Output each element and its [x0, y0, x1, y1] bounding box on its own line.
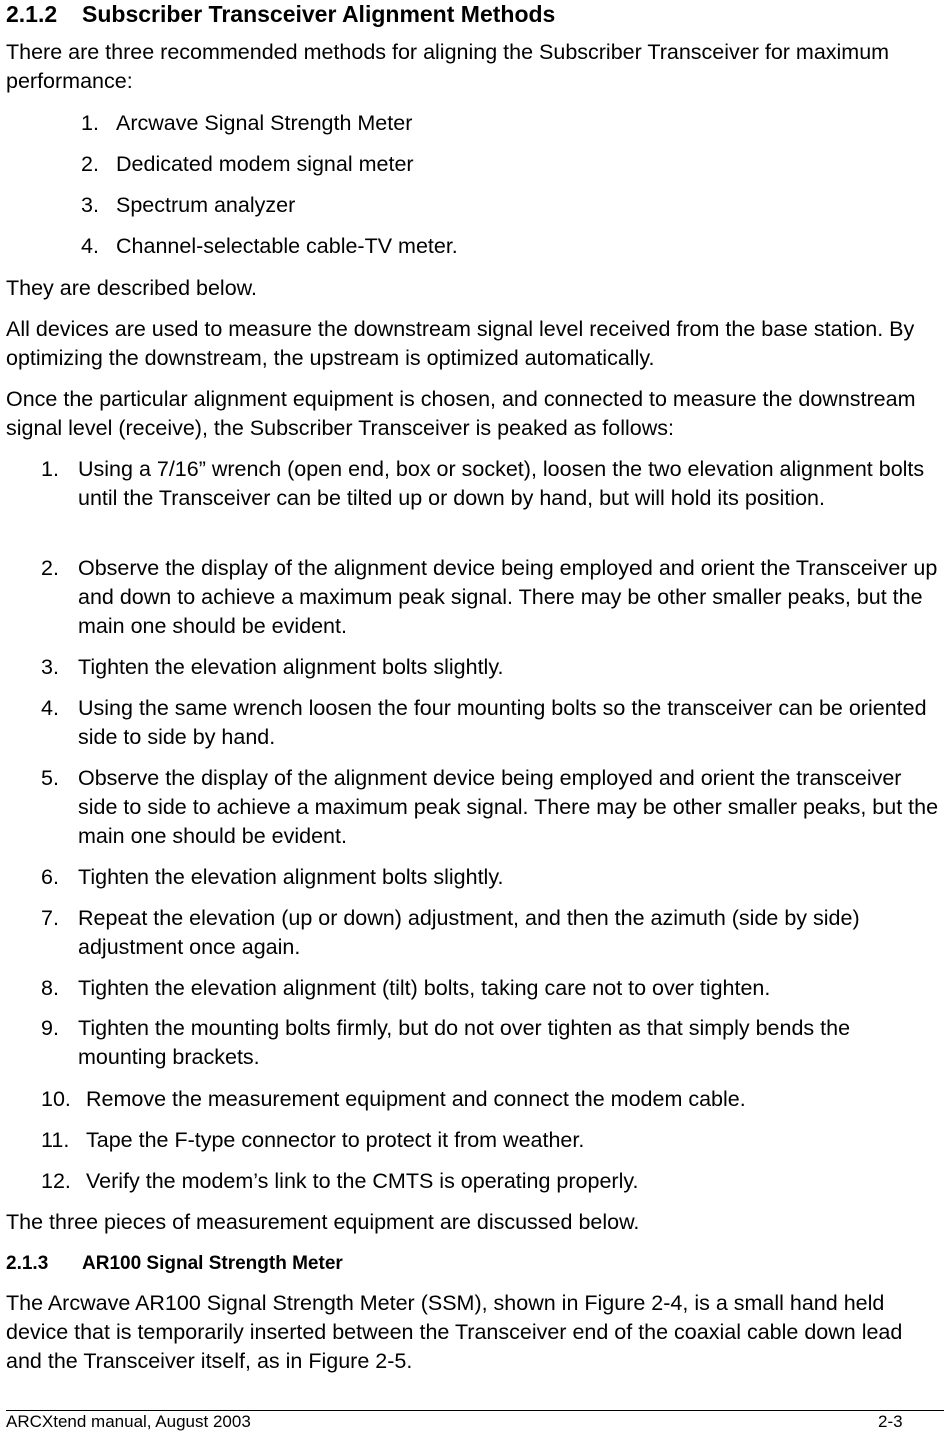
section-heading: [6, 0, 555, 28]
subsection-heading: [6, 1252, 343, 1276]
equipment-paragraph: The three pieces of measurement equipment are discussed below.: [6, 1210, 640, 1234]
footer-divider: [6, 1410, 944, 1411]
subsection-number: 2.1.3: [6, 1253, 49, 1274]
footer-page-number: 2-3: [878, 1412, 903, 1431]
subsection-title: AR100 Signal Strength Meter: [82, 1253, 343, 1274]
section-title: Subscriber Transceiver Alignment Methods: [82, 1, 556, 27]
section-number: 2.1.2: [6, 1, 58, 27]
ar100-paragraph: The Arcwave AR100 Signal Strength Meter (SSM), shown in Figure 2-4, is a small hand held device that is temporarily inserted between the Transceiver end of the coaxial cable down lead and the Transceiver itself, as in Figure 2-5.: [6, 1291, 903, 1373]
devices-paragraph: All devices are used to measure the downstream signal level received from the base station. By optimizing the downstream, the upstream is optimized automatically.: [6, 317, 915, 370]
described-paragraph: They are described below.: [6, 276, 257, 300]
footer-manual-title: ARCXtend manual, August 2003: [6, 1412, 251, 1431]
intro-paragraph: There are three recommended methods for aligning the Subscriber Transceiver for maximum performance:: [6, 40, 890, 93]
procedure-intro-paragraph: Once the particular alignment equipment is chosen, and connected to measure the downstream signal level (receive), the Subscriber Transceiver is peaked as follows:: [6, 387, 916, 440]
